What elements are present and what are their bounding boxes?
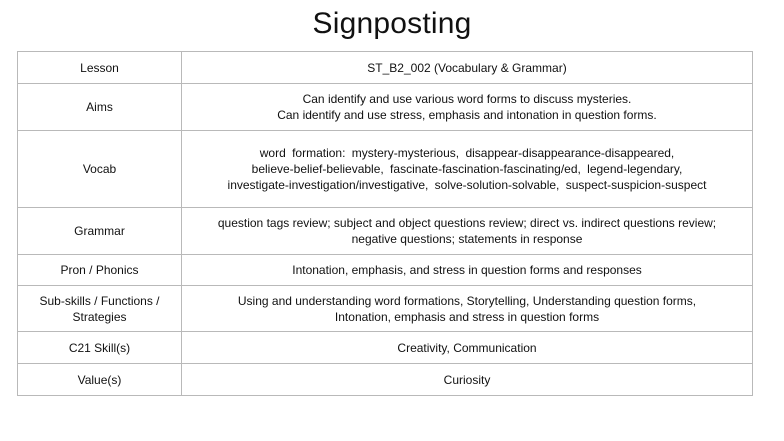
- row-value-pron-phonics: [182, 255, 753, 286]
- pron-line: Intonation, emphasis, and stress in question forms and responses: [292, 263, 642, 277]
- sub-skills-line: Intonation, emphasis and stress in question forms: [334, 309, 600, 324]
- values-line: Curiosity: [443, 372, 491, 387]
- row-value-values: [182, 364, 753, 396]
- row-value-vocab: [182, 131, 753, 208]
- vocab-line: investigate-investigation/investigative, solve-solution-solvable, suspect-suspicion-suspect: [227, 178, 707, 192]
- row-label-sub-skills: [18, 286, 182, 332]
- row-label-c21-skills: C21 Skill(s): [18, 332, 182, 364]
- row-value-sub-skills: [182, 286, 753, 332]
- table-row-lesson: [18, 52, 753, 84]
- table-row-values: [18, 364, 753, 396]
- table-row-sub-skills: [18, 286, 753, 332]
- aims-line: Can identify and use various word forms to discuss mysteries.: [302, 92, 632, 106]
- table-row-pron-phonics: [18, 255, 753, 286]
- row-value-grammar: [182, 208, 753, 255]
- row-value-aims: [182, 84, 753, 131]
- grammar-line: negative questions; statements in response: [351, 232, 583, 246]
- sub-skills-label-line: Strategies: [72, 309, 127, 324]
- page-title: Signposting: [312, 7, 472, 40]
- sub-skills-label-line: Sub-skills / Functions /: [39, 293, 160, 308]
- row-value-lesson: [182, 52, 753, 84]
- table-row-aims: [18, 84, 753, 131]
- row-value-c21-skills: [182, 332, 753, 364]
- row-label-pron-phonics: Pron / Phonics: [18, 255, 182, 286]
- table-row-c21-skills: [18, 332, 753, 364]
- grammar-line: question tags review; subject and object questions review; direct vs. indirect questions review;: [217, 216, 717, 230]
- row-label-grammar: Grammar: [18, 208, 182, 255]
- vocab-line: word formation: mystery-mysterious, disappear-disappearance-disappeared,: [259, 146, 675, 160]
- vocab-line: believe-belief-believable, fascinate-fascination-fascinating/ed, legend-legendary,: [251, 162, 683, 176]
- table-row-vocab: [18, 131, 753, 208]
- lesson-line: ST_B2_002 (Vocabulary & Grammar): [367, 60, 567, 75]
- sub-skills-line: Using and understanding word formations, Storytelling, Understanding question forms,: [237, 293, 697, 308]
- aims-line: Can identify and use stress, emphasis and intonation in question forms.: [277, 108, 657, 122]
- table-row-grammar: [18, 208, 753, 255]
- row-label-lesson: Lesson: [18, 52, 182, 84]
- row-label-vocab: Vocab: [18, 131, 182, 208]
- row-label-aims: Aims: [18, 84, 182, 131]
- signposting-table: [17, 51, 753, 396]
- c21-line: Creativity, Communication: [397, 340, 537, 355]
- row-label-values: Value(s): [18, 364, 182, 396]
